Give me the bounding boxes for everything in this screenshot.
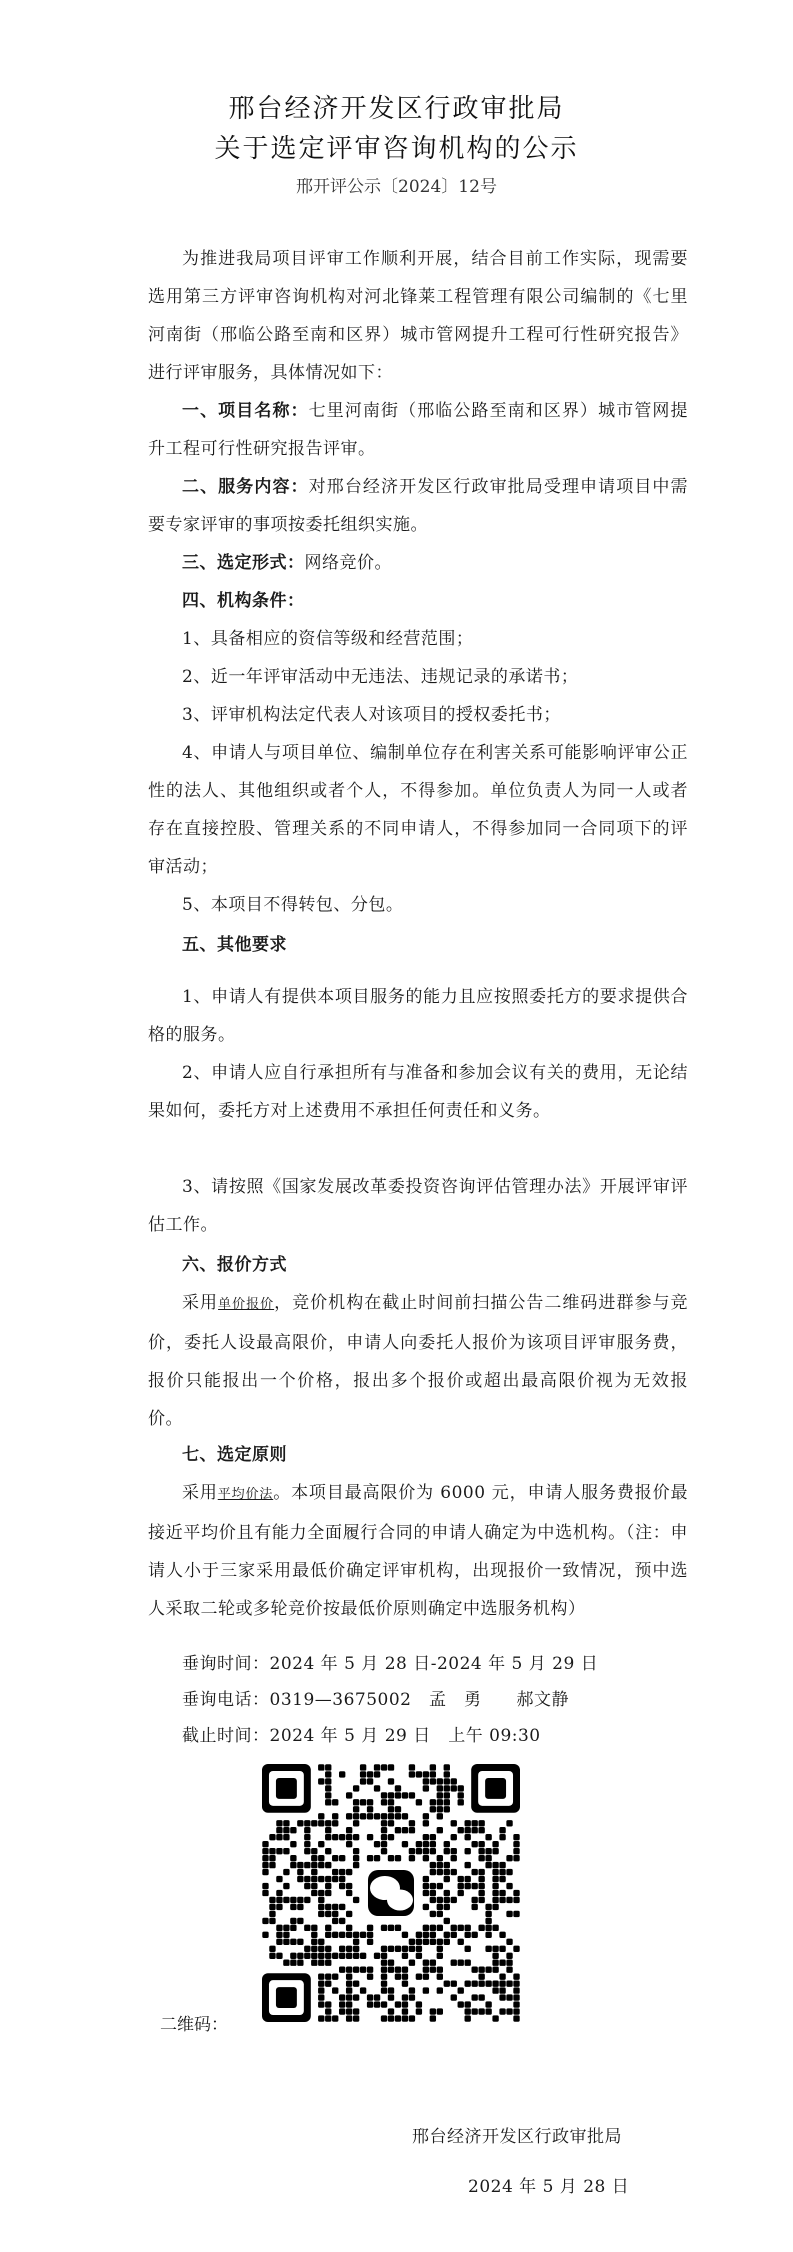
section-7-pre: 采用 [182,1483,218,1503]
section-6-body: ，竞价机构在截止时间前扫描公告二维码进群参与竞价，委托人设最高限价，申请人向委托人报价为该项目评审服务费，报价只能报出一个价格，报出多个报价或超出最高限价视为无效报价。 [148,1293,689,1429]
signature-date: 2024 年 5 月 28 日 [468,2177,630,2197]
signature-org: 邢台经济开发区行政审批局 [412,2127,622,2147]
title-line-2: 关于选定评审咨询机构的公示 [214,134,579,164]
section-4-item: 4、申请人与项目单位、编制单位存在利害关系可能影响评审公正性的法人、其他组织或者个人，不得参加。单位负责人为同一人或者存在直接控股、管理关系的不同申请人，不得参加同一合同项下的评审活动； [148,743,688,877]
section-1 [148,392,688,468]
title-line-1: 邢台经济开发区行政审批局 [228,94,565,124]
section-2-heading: 二、服务内容： [182,477,309,497]
section-2 [148,468,688,544]
inquiry-time: 垂询时间：2024 年 5 月 28 日-2024 年 5 月 29 日 [182,1654,599,1674]
section-4-item: 3、评审机构法定代表人对该项目的授权委托书； [182,705,561,725]
section-6-pre: 采用 [182,1293,219,1313]
section-5-heading: 五、其他要求 [182,935,287,955]
section-6-method: 单价报价 [218,1297,275,1312]
qr-code-label: 二维码： [160,2015,228,2035]
section-6-text [148,1284,688,1438]
section-4-item: 1、具备相应的资信等级和经营范围； [182,629,474,649]
section-5-item: 3、请按照《国家发展改革委投资咨询评估管理办法》开展评审评估工作。 [148,1177,688,1235]
section-5-item: 2、申请人应自行承担所有与准备和参加会议有关的费用，无论结果如何，委托方对上述费用不承担任何责任和义务。 [148,1063,688,1121]
inquiry-phone: 垂询电话：0319—3675002 孟 勇 郝文静 [182,1690,569,1710]
section-4-heading: 四、机构条件： [182,591,305,611]
section-2-text: 对邢台经济开发区行政审批局受理申请项目中需要专家评审的事项按委托组织实施。 [148,477,689,535]
section-5-item: 1、申请人有提供本项目服务的能力且应按照委托方的要求提供合格的服务。 [148,987,688,1045]
section-1-text: 七里河南街（邢临公路至南和区界）城市管网提升工程可行性研究报告评审。 [148,401,689,459]
section-7-method: 平均价法 [217,1487,274,1502]
section-7-body: 。本项目最高限价为 6000 元，申请人服务费报价最接近平均价且有能力全面履行合同的申请人确定为中选机构。（注：申请人小于三家采用最低价确定评审机构，出现报价一致情况，预中选人采取二轮或多轮竞价按最低价原则确定中选服务机构） [148,1483,688,1619]
section-1-heading: 一、项目名称： [182,401,309,421]
document-number: 邢开评公示〔2024〕12号 [296,177,497,197]
section-3-text: 网络竞价。 [304,553,392,573]
section-4-item: 5、本项目不得转包、分包。 [182,895,404,915]
section-3 [148,544,688,582]
deadline: 截止时间：2024 年 5 月 29 日 上午 09:30 [182,1726,541,1746]
intro-paragraph: 为推进我局项目评审工作顺利开展，结合目前工作实际，现需要选用第三方评审咨询机构对河北锋莱工程管理有限公司编制的《七里河南街（邢临公路至南和区界）城市管网提升工程可行性研究报告》进行评审服务，具体情况如下： [148,249,688,383]
section-3-heading: 三、选定形式： [182,553,305,573]
section-4-item: 2、近一年评审活动中无违法、违规记录的承诺书； [182,667,579,687]
section-6-heading: 六、报价方式 [182,1255,287,1275]
section-7-heading: 七、选定原则 [182,1445,287,1465]
qr-code-image[interactable] [262,1764,520,2022]
section-7-text [148,1474,688,1628]
